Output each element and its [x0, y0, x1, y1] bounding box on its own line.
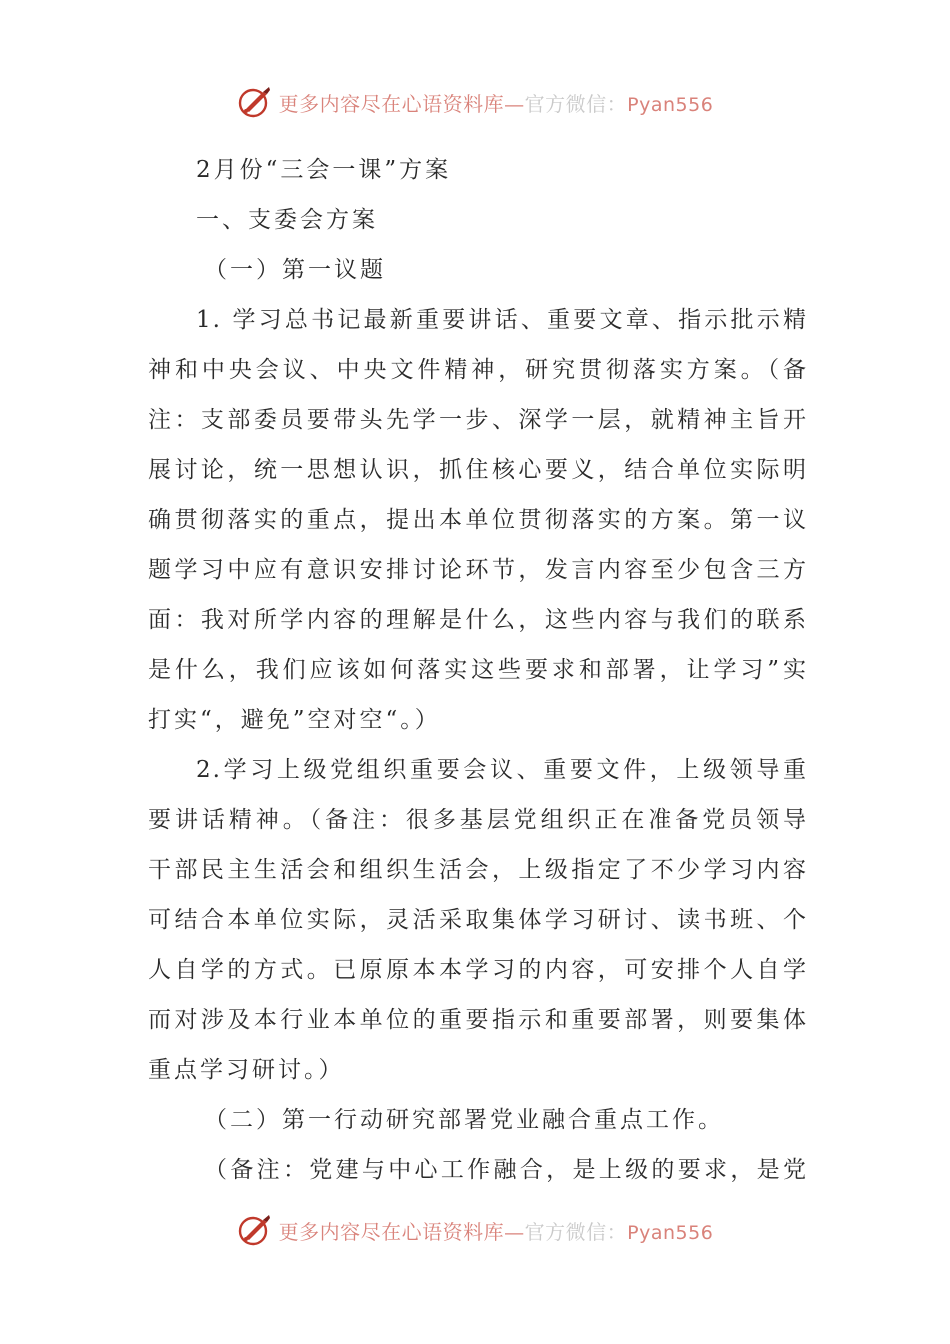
header-banner — [0, 82, 950, 122]
document-body — [148, 145, 808, 1195]
banner-handle: Pyan556 — [627, 1221, 714, 1244]
subsection-heading: （二）第一行动研究部署党业融合重点工作。 — [204, 1107, 724, 1133]
banner-dash: — — [504, 91, 525, 116]
doc-title: 2月份“三会一课”方案 — [196, 157, 452, 183]
paragraph-line: 展讨论，统一思想认识，抓住核心要义，结合单位实际明 — [148, 457, 808, 483]
banner-handle: Pyan556 — [627, 93, 714, 116]
banner-dash: — — [504, 1219, 525, 1244]
banner-main-text: 更多内容尽在心语资料库 — [278, 91, 505, 116]
paragraph-line: 确贯彻落实的重点，提出本单位贯彻落实的方案。第一议 — [148, 507, 808, 533]
paragraph-line: 人自学的方式。已原原本本学习的内容，可安排个人自学 — [148, 957, 808, 983]
paragraph-line: 打实“，避免”空对空“。） — [148, 707, 441, 733]
banner-wechat-label: 官方微信： — [524, 1219, 628, 1244]
banner-wechat-label: 官方微信： — [524, 91, 628, 116]
footer-banner — [0, 1210, 950, 1250]
paragraph-line: 可结合本单位实际，灵活采取集体学习研讨、读书班、个 — [148, 907, 808, 933]
pen-logo-icon — [237, 84, 273, 120]
paragraph-line: 题学习中应有意识安排讨论环节，发言内容至少包含三方 — [148, 557, 808, 583]
banner-main-text: 更多内容尽在心语资料库 — [278, 1219, 505, 1244]
banner-text — [279, 1216, 714, 1245]
paragraph-line: 重点学习研讨。） — [148, 1057, 345, 1083]
paragraph-line: 1. 学习总书记最新重要讲话、重要文章、指示批示精 — [196, 307, 808, 333]
pen-logo-icon — [237, 1212, 273, 1248]
paragraph-line: 干部民主生活会和组织生活会，上级指定了不少学习内容 — [148, 857, 808, 883]
paragraph-line: 2.学习上级党组织重要会议、重要文件，上级领导重 — [196, 757, 808, 783]
banner-text — [279, 88, 714, 117]
paragraph-line: 神和中央会议、中央文件精神，研究贯彻落实方案。（备 — [148, 357, 808, 383]
paragraph-line: 是什么，我们应该如何落实这些要求和部署，让学习”实 — [148, 657, 808, 683]
paragraph-line: 面：我对所学内容的理解是什么，这些内容与我们的联系 — [148, 607, 808, 633]
paragraph-line: 注：支部委员要带头先学一步、深学一层，就精神主旨开 — [148, 407, 808, 433]
paragraph-line: （备注：党建与中心工作融合，是上级的要求，是党 — [204, 1157, 808, 1183]
section-heading: 一、支委会方案 — [196, 207, 378, 233]
paragraph-line: 而对涉及本行业本单位的重要指示和重要部署，则要集体 — [148, 1007, 808, 1033]
paragraph-line: 要讲话精神。（备注：很多基层党组织正在准备党员领导 — [148, 807, 808, 833]
subsection-heading: （一）第一议题 — [204, 257, 386, 283]
